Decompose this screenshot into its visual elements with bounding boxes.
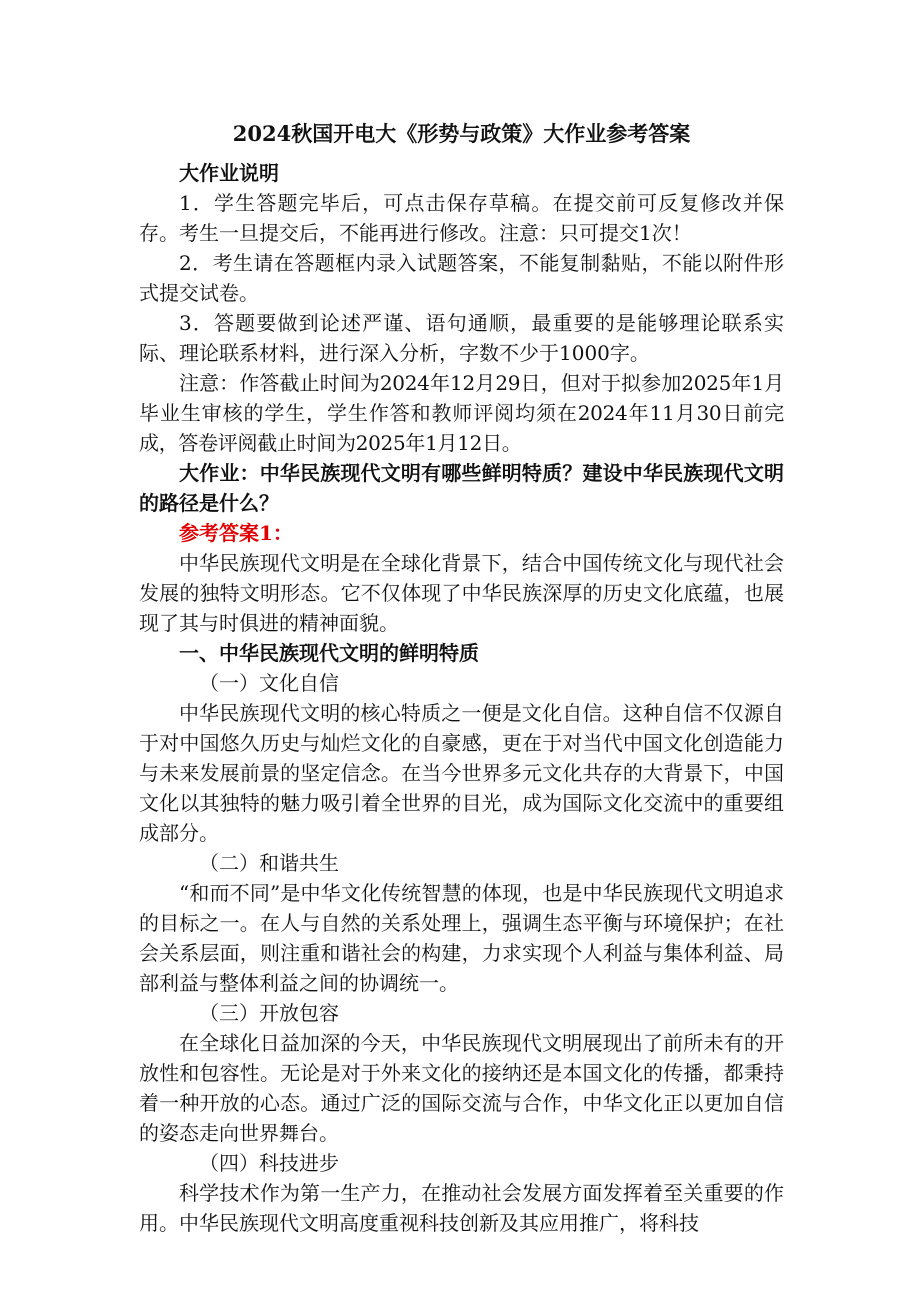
subsection-text-culture-confidence: 中华民族现代文明的核心特质之一便是文化自信。这种自信不仅源自于对中国悠久历史与灿烂文化的自豪感，更在于对当代中国文化创造能力与未来发展前景的坚定信念。在当今世界多元文化共存的大背景下，中国文化以其独特的魅力吸引着全世界的目光，成为国际文化交流中的重要组成部分。	[139, 701, 784, 845]
instruction-1: 1．学生答题完毕后，可点击保存草稿。在提交前可反复修改并保存。考生一旦提交后，不能再进行修改。注意：只可提交1次！	[139, 191, 784, 245]
instructions-heading: 大作业说明	[179, 161, 279, 185]
subsection-heading-harmony: （二）和谐共生	[199, 851, 339, 875]
document-page	[139, 118, 784, 1238]
section-1-heading: 一、中华民族现代文明的鲜明特质	[179, 641, 479, 665]
subsection-text-harmony: “和而不同”是中华文化传统智慧的体现，也是中华民族现代文明追求的目标之一。在人与自然的关系处理上，强调生态平衡与环境保护；在社会关系层面，则注重和谐社会的构建，力求实现个人利益与集体利益、局部利益与整体利益之间的协调统一。	[139, 881, 784, 995]
subsection-text-openness: 在全球化日益加深的今天，中华民族现代文明展现出了前所未有的开放性和包容性。无论是对于外来文化的接纳还是本国文化的传播，都秉持着一种开放的心态。通过广泛的国际交流与合作，中华文化正以更加自信的姿态走向世界舞台。	[139, 1031, 784, 1145]
subsection-heading-culture-confidence: （一）文化自信	[199, 671, 339, 695]
answer-intro: 中华民族现代文明是在全球化背景下，结合中国传统文化与现代社会发展的独特文明形态。它不仅体现了中华民族深厚的历史文化底蕴，也展现了其与时俱进的精神面貌。	[139, 551, 784, 635]
answer-label: 参考答案1：	[179, 521, 293, 545]
deadline-notice: 注意：作答截止时间为2024年12月29日，但对于拟参加2025年1月毕业生审核的学生，学生作答和教师评阅均须在2024年11月30日前完成，答卷评阅截止时间为2025年1月12日。	[139, 371, 784, 455]
assignment-question: 大作业：中华民族现代文明有哪些鲜明特质？建设中华民族现代文明的路径是什么？	[139, 461, 784, 515]
instruction-2: 2．考生请在答题框内录入试题答案，不能复制黏贴，不能以附件形式提交试卷。	[139, 251, 784, 305]
subsection-heading-technology: （四）科技进步	[199, 1151, 339, 1175]
subsection-text-technology: 科学技术作为第一生产力，在推动社会发展方面发挥着至关重要的作用。中华民族现代文明高度重视科技创新及其应用推广，将科技	[139, 1181, 784, 1235]
document-title: 2024秋国开电大《形势与政策》大作业参考答案	[232, 121, 691, 146]
instruction-3: 3．答题要做到论述严谨、语句通顺，最重要的是能够理论联系实际、理论联系材料，进行深入分析，字数不少于1000字。	[139, 311, 784, 365]
subsection-heading-openness: （三）开放包容	[199, 1001, 339, 1025]
